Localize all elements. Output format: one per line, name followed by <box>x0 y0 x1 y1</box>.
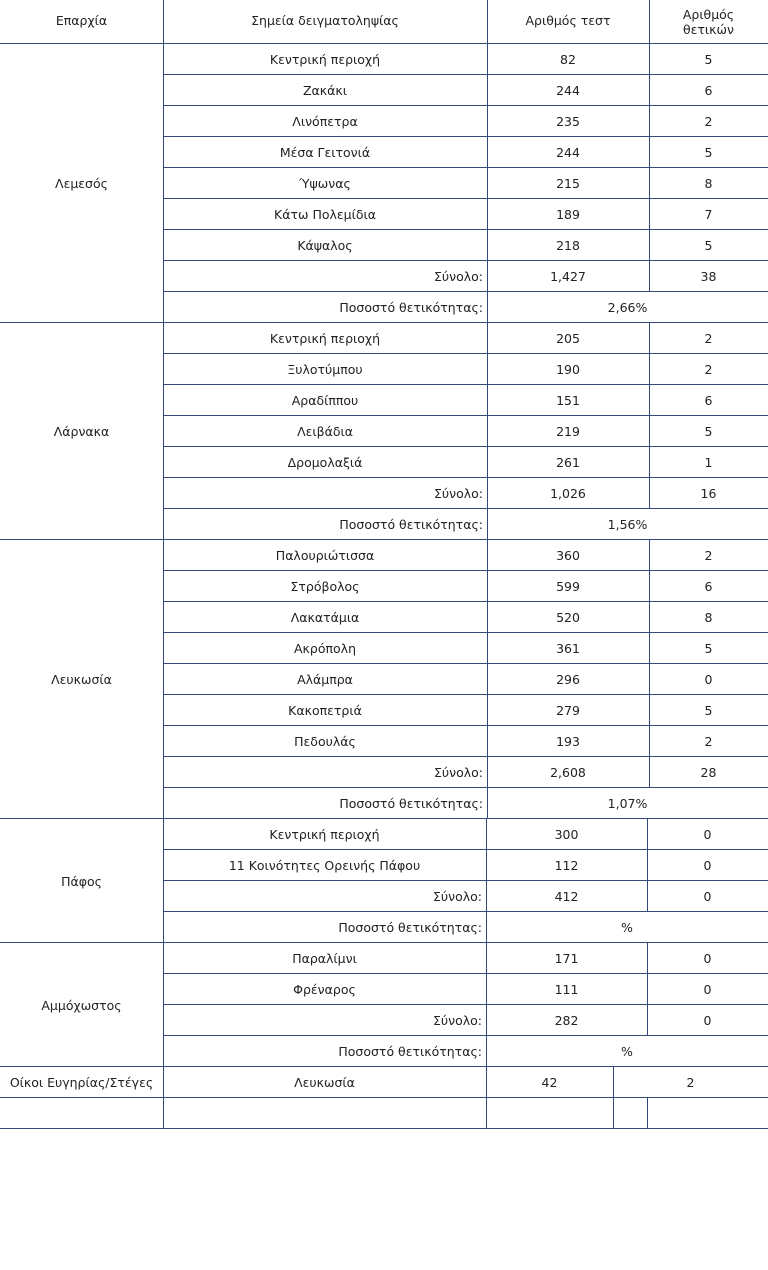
positive-count: 8 <box>704 610 713 625</box>
district-name: Λάρνακα <box>53 424 110 439</box>
test-count: 189 <box>556 207 580 222</box>
table-grid-line <box>487 664 488 695</box>
table-grid-line <box>649 478 650 509</box>
positive-count: 0 <box>704 672 713 687</box>
positive-count: 5 <box>704 424 713 439</box>
sampling-point: Στρόβολος <box>290 579 360 594</box>
header-district: Επαρχία <box>55 13 108 28</box>
table-grid-line <box>487 571 488 602</box>
district-name: Λευκωσία <box>51 672 112 687</box>
table-grid-line <box>487 757 488 788</box>
table-grid-line <box>487 323 488 354</box>
table-grid-line <box>487 695 488 726</box>
test-count: 42 <box>541 1075 558 1090</box>
table-grid-line <box>647 881 648 912</box>
table-grid-line <box>649 168 650 199</box>
table-grid-line <box>649 602 650 633</box>
positive-count: 5 <box>704 52 713 67</box>
total-label: Σύνολο: <box>432 1013 482 1028</box>
table-grid-line <box>649 199 650 230</box>
sampling-point: Ζακάκι <box>302 83 347 98</box>
positive-count: 6 <box>704 393 713 408</box>
table-grid-line <box>647 974 648 1005</box>
sampling-point: Μέσα Γειτονιά <box>279 145 371 160</box>
sampling-point: Κάτω Πολεμίδια <box>274 207 376 222</box>
sampling-point: Δρομολαξιά <box>287 455 363 470</box>
table-grid-line <box>486 974 487 1005</box>
positive-count: 6 <box>704 83 713 98</box>
sampling-point: Ύψωνας <box>299 176 351 191</box>
positivity-rate-label: Ποσοστό θετικότητας: <box>339 300 483 315</box>
test-count: 190 <box>556 362 580 377</box>
table-grid-line <box>487 168 488 199</box>
table-grid-line <box>487 478 488 509</box>
positive-count: 0 <box>703 951 712 966</box>
test-count: 244 <box>556 83 580 98</box>
test-count: 151 <box>556 393 580 408</box>
table-grid-line <box>487 788 488 819</box>
positive-count: 8 <box>704 176 713 191</box>
positive-count: 5 <box>704 641 713 656</box>
test-count: 82 <box>560 52 576 67</box>
table-grid-line <box>487 75 488 106</box>
test-count: 244 <box>556 145 580 160</box>
table-grid-line <box>487 354 488 385</box>
table-grid-line <box>487 106 488 137</box>
table-grid-line <box>487 385 488 416</box>
table-grid-line <box>163 0 164 44</box>
sampling-point: 11 Κοινότητες Ορεινής Πάφου <box>228 858 421 873</box>
test-count: 279 <box>556 703 580 718</box>
table-grid-line <box>649 540 650 571</box>
total-positives: 0 <box>703 1013 712 1028</box>
table-grid-line <box>647 819 648 850</box>
table-grid-line <box>649 137 650 168</box>
total-tests: 282 <box>554 1013 579 1028</box>
header-tests: Αριθμός τεστ <box>525 13 611 28</box>
total-positives: 0 <box>703 889 712 904</box>
table-grid-line <box>487 292 488 323</box>
sampling-point: Αλάμπρα <box>297 672 353 687</box>
sampling-point: Λευκωσία <box>294 1075 355 1090</box>
table-grid-line <box>649 447 650 478</box>
table-grid-line <box>487 633 488 664</box>
total-label: Σύνολο: <box>433 765 483 780</box>
table-grid-line <box>486 912 487 943</box>
sampling-point: Λινόπετρα <box>292 114 358 129</box>
test-count: 218 <box>556 238 580 253</box>
sampling-point: Κεντρική περιοχή <box>269 331 381 346</box>
positive-count: 5 <box>704 238 713 253</box>
table-grid-line <box>649 571 650 602</box>
test-count: 215 <box>556 176 580 191</box>
sampling-point: Κακοπετριά <box>288 703 362 718</box>
table-grid-line <box>486 819 487 850</box>
positivity-rate-label: Ποσοστό θετικότητας: <box>338 920 482 935</box>
sampling-point: Κάψαλος <box>297 238 353 253</box>
test-count: 261 <box>556 455 580 470</box>
positivity-rate: 1,56% <box>607 517 648 532</box>
table-grid-line <box>649 416 650 447</box>
table-grid-line <box>649 230 650 261</box>
sampling-point: Παλουριώτισσα <box>275 548 375 563</box>
table-grid-line <box>0 1128 768 1129</box>
table-grid-line <box>487 0 488 44</box>
sampling-point: Ακρόπολη <box>294 641 356 656</box>
table-grid-line <box>486 1067 487 1129</box>
test-count: 520 <box>556 610 580 625</box>
test-count: 235 <box>556 114 580 129</box>
header-positives: Αριθμός θετικών <box>682 7 735 37</box>
positivity-rate: 1,07% <box>607 796 648 811</box>
table-grid-line <box>487 137 488 168</box>
table-grid-line <box>487 44 488 75</box>
sampling-point: Ξυλοτύμπου <box>287 362 363 377</box>
total-label: Σύνολο: <box>433 269 483 284</box>
positivity-rate: % <box>621 1044 633 1059</box>
sampling-point: Αραδίππου <box>291 393 359 408</box>
table-grid-line <box>487 447 488 478</box>
positivity-rate: 2,66% <box>607 300 648 315</box>
table-grid-line <box>0 1097 768 1098</box>
positive-count: 2 <box>704 362 713 377</box>
table-grid-line <box>649 664 650 695</box>
positive-count: 7 <box>704 207 713 222</box>
test-count: 111 <box>554 982 579 997</box>
test-count: 112 <box>554 858 579 873</box>
table-grid-line <box>613 1067 614 1129</box>
table-grid-line <box>487 230 488 261</box>
total-positives: 28 <box>700 765 717 780</box>
district-name: Οίκοι Ευγηρίας/Στέγες <box>9 1075 154 1090</box>
table-grid-line <box>647 943 648 974</box>
total-label: Σύνολο: <box>433 486 483 501</box>
table-grid-line <box>487 261 488 292</box>
table-grid-line <box>487 540 488 571</box>
district-name: Πάφος <box>61 873 102 889</box>
test-count: 205 <box>556 331 580 346</box>
positivity-rate: % <box>621 920 633 935</box>
positive-count: 2 <box>704 114 713 129</box>
table-grid-line <box>649 261 650 292</box>
test-count: 171 <box>554 951 579 966</box>
table-grid-line <box>486 1036 487 1067</box>
table-grid-line <box>649 75 650 106</box>
sampling-point: Λειβάδια <box>297 424 353 439</box>
table-grid-line <box>649 354 650 385</box>
positive-count: 0 <box>703 827 712 842</box>
table-grid-line <box>487 602 488 633</box>
district-name: Αμμόχωστος <box>41 997 122 1013</box>
test-count: 296 <box>556 672 580 687</box>
table-grid-line <box>649 106 650 137</box>
positive-count: 1 <box>704 455 713 470</box>
sampling-point: Παραλίμνι <box>292 951 357 966</box>
total-positives: 38 <box>700 269 717 284</box>
positive-count: 0 <box>703 982 712 997</box>
positivity-rate-label: Ποσοστό θετικότητας: <box>339 796 483 811</box>
table-grid-line <box>486 850 487 881</box>
positive-count: 5 <box>704 703 713 718</box>
table-grid-line <box>649 633 650 664</box>
test-count: 193 <box>556 734 580 749</box>
table-grid-line <box>487 726 488 757</box>
table-grid-line <box>649 695 650 726</box>
table-grid-line <box>649 726 650 757</box>
positive-count: 2 <box>704 548 713 563</box>
test-count: 599 <box>556 579 580 594</box>
test-count: 219 <box>556 424 580 439</box>
sampling-point: Πεδουλάς <box>294 734 356 749</box>
table-grid-line <box>647 1098 648 1129</box>
positivity-rate-label: Ποσοστό θετικότητας: <box>339 517 483 532</box>
total-tests: 412 <box>554 889 579 904</box>
positive-count: 0 <box>703 858 712 873</box>
table-grid-line <box>486 943 487 974</box>
total-label: Σύνολο: <box>432 889 482 904</box>
table-grid-line <box>649 757 650 788</box>
positive-count: 2 <box>704 331 713 346</box>
table-grid-line <box>649 44 650 75</box>
table-grid-line <box>649 0 650 44</box>
table-grid-line <box>649 323 650 354</box>
table-grid-line <box>487 509 488 540</box>
sampling-point: Κεντρική περιοχή <box>269 827 380 842</box>
table-grid-line <box>486 1005 487 1036</box>
total-positives: 16 <box>700 486 717 501</box>
table-grid-line <box>487 416 488 447</box>
table-grid-line <box>487 199 488 230</box>
positivity-rate-label: Ποσοστό θετικότητας: <box>338 1044 482 1059</box>
table-grid-line <box>649 385 650 416</box>
sampling-point: Κεντρική περιοχή <box>269 52 381 67</box>
test-count: 360 <box>556 548 580 563</box>
total-tests: 1,427 <box>550 269 586 284</box>
sampling-point: Λακατάμια <box>290 610 360 625</box>
test-count: 361 <box>556 641 580 656</box>
test-count: 300 <box>554 827 579 842</box>
positive-count: 2 <box>704 734 713 749</box>
table-grid-line <box>647 850 648 881</box>
total-tests: 1,026 <box>550 486 586 501</box>
total-tests: 2,608 <box>550 765 586 780</box>
positive-count: 6 <box>704 579 713 594</box>
header-sampling-points: Σημεία δειγματοληψίας <box>251 13 399 28</box>
positive-count: 2 <box>686 1075 695 1090</box>
table-grid-line <box>163 1067 164 1129</box>
sampling-point: Φρέναρος <box>293 982 356 997</box>
positive-count: 5 <box>704 145 713 160</box>
district-name: Λεμεσός <box>55 176 108 191</box>
table-grid-line <box>647 1005 648 1036</box>
table-grid-line <box>486 881 487 912</box>
